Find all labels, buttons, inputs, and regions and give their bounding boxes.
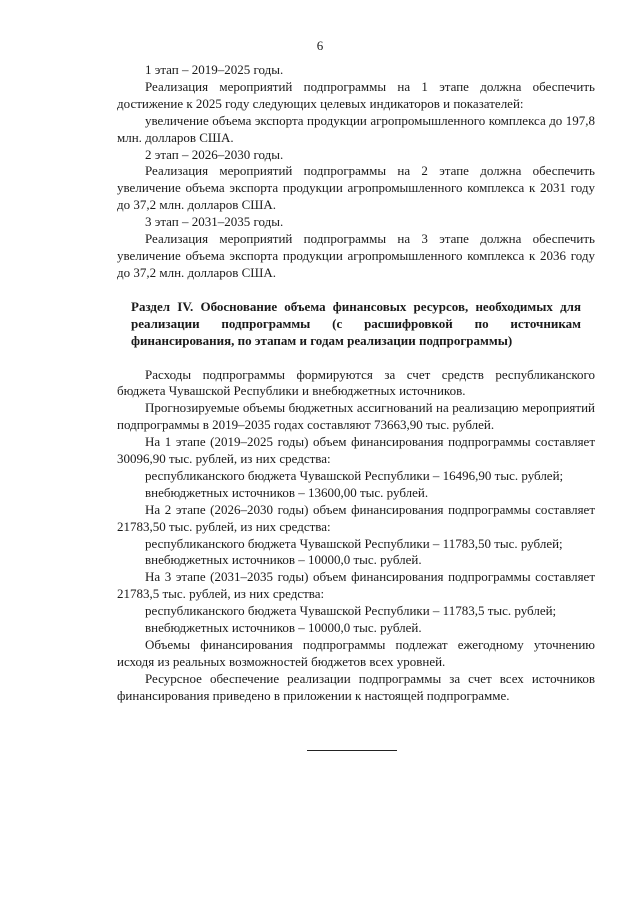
section-heading: Раздел IV. Обоснование объема финансовых ресурсов, необходимых для реализации подпрограммы (с расшифровкой по источникам финансирования, по этапам и годам реализации подпрограммы)	[131, 298, 581, 348]
funding-stage-2-extrabudget: внебюджетных источников – 10000,0 тыс. рублей.	[145, 552, 422, 568]
funding-stage-3-extrabudget: внебюджетных источников – 10000,0 тыс. рублей.	[145, 620, 422, 636]
funding-stage-2-budget: республиканского бюджета Чувашской Республики – 11783,50 тыс. рублей;	[145, 535, 563, 551]
stage-3-title: 3 этап – 2031–2035 годы.	[145, 214, 284, 230]
funding-stage-3: На 3 этапе (2031–2035 годы) объем финансирования подпрограммы составляет 21783,5 тыс. рублей, из них средства:	[117, 569, 595, 602]
funding-sources-paragraph: Расходы подпрограммы формируются за счет средств республиканского бюджета Чувашской Республики и внебюджетных источников.	[117, 366, 595, 399]
stage-2-title: 2 этап – 2026–2030 годы.	[145, 146, 284, 162]
funding-stage-1: На 1 этапе (2019–2025 годы) объем финансирования подпрограммы составляет 30096,90 тыс. рублей, из них средства:	[117, 434, 595, 467]
stage-3-text: Реализация мероприятий подпрограммы на 3 этапе должна обеспечить увеличение объема экспорта продукции агропромышленного комплекса к 2036 году до 37,2 млн. долларов США.	[117, 231, 595, 280]
funding-stage-2: На 2 этапе (2026–2030 годы) объем финансирования подпрограммы составляет 21783,50 тыс. рублей, из них средства:	[117, 501, 595, 534]
funding-total-paragraph: Прогнозируемые объемы бюджетных ассигнований на реализацию мероприятий подпрограммы в 2019–2035 годах составляют 73663,90 тыс. рублей.	[117, 400, 595, 433]
funding-stage-1-budget: республиканского бюджета Чувашской Республики – 16496,90 тыс. рублей;	[145, 467, 564, 483]
stage-2-text: Реализация мероприятий подпрограммы на 2 этапе должна обеспечить увеличение объема экспорта продукции агропромышленного комплекса к 2031 году до 37,2 млн. долларов США.	[117, 163, 595, 213]
stage-1-text: Реализация мероприятий подпрограммы на 1 этапе должна обеспечить достижение к 2025 году следующих целевых индикаторов и показателей:	[117, 78, 595, 111]
document-body	[117, 62, 595, 705]
funding-adjustment-paragraph: Объемы финансирования подпрограммы подлежат ежегодному уточнению исходя из реальных возможностей бюджетов всех уровней.	[117, 637, 595, 669]
page-number: 6	[316, 38, 324, 53]
stage-1-indicator: увеличение объема экспорта продукции агропромышленного комплекса до 197,8 млн. долларов США.	[117, 112, 595, 145]
funding-stage-1-extrabudget: внебюджетных источников – 13600,00 тыс. рублей.	[145, 484, 429, 500]
funding-stage-3-budget: республиканского бюджета Чувашской Республики – 11783,5 тыс. рублей;	[145, 603, 557, 619]
stage-1-title: 1 этап – 2019–2025 годы.	[145, 62, 284, 77]
footer-divider	[307, 750, 397, 751]
funding-appendix-paragraph: Ресурсное обеспечение реализации подпрограммы за счет всех источников финансирования приведено в приложении к настоящей подпрограмме.	[117, 670, 595, 703]
